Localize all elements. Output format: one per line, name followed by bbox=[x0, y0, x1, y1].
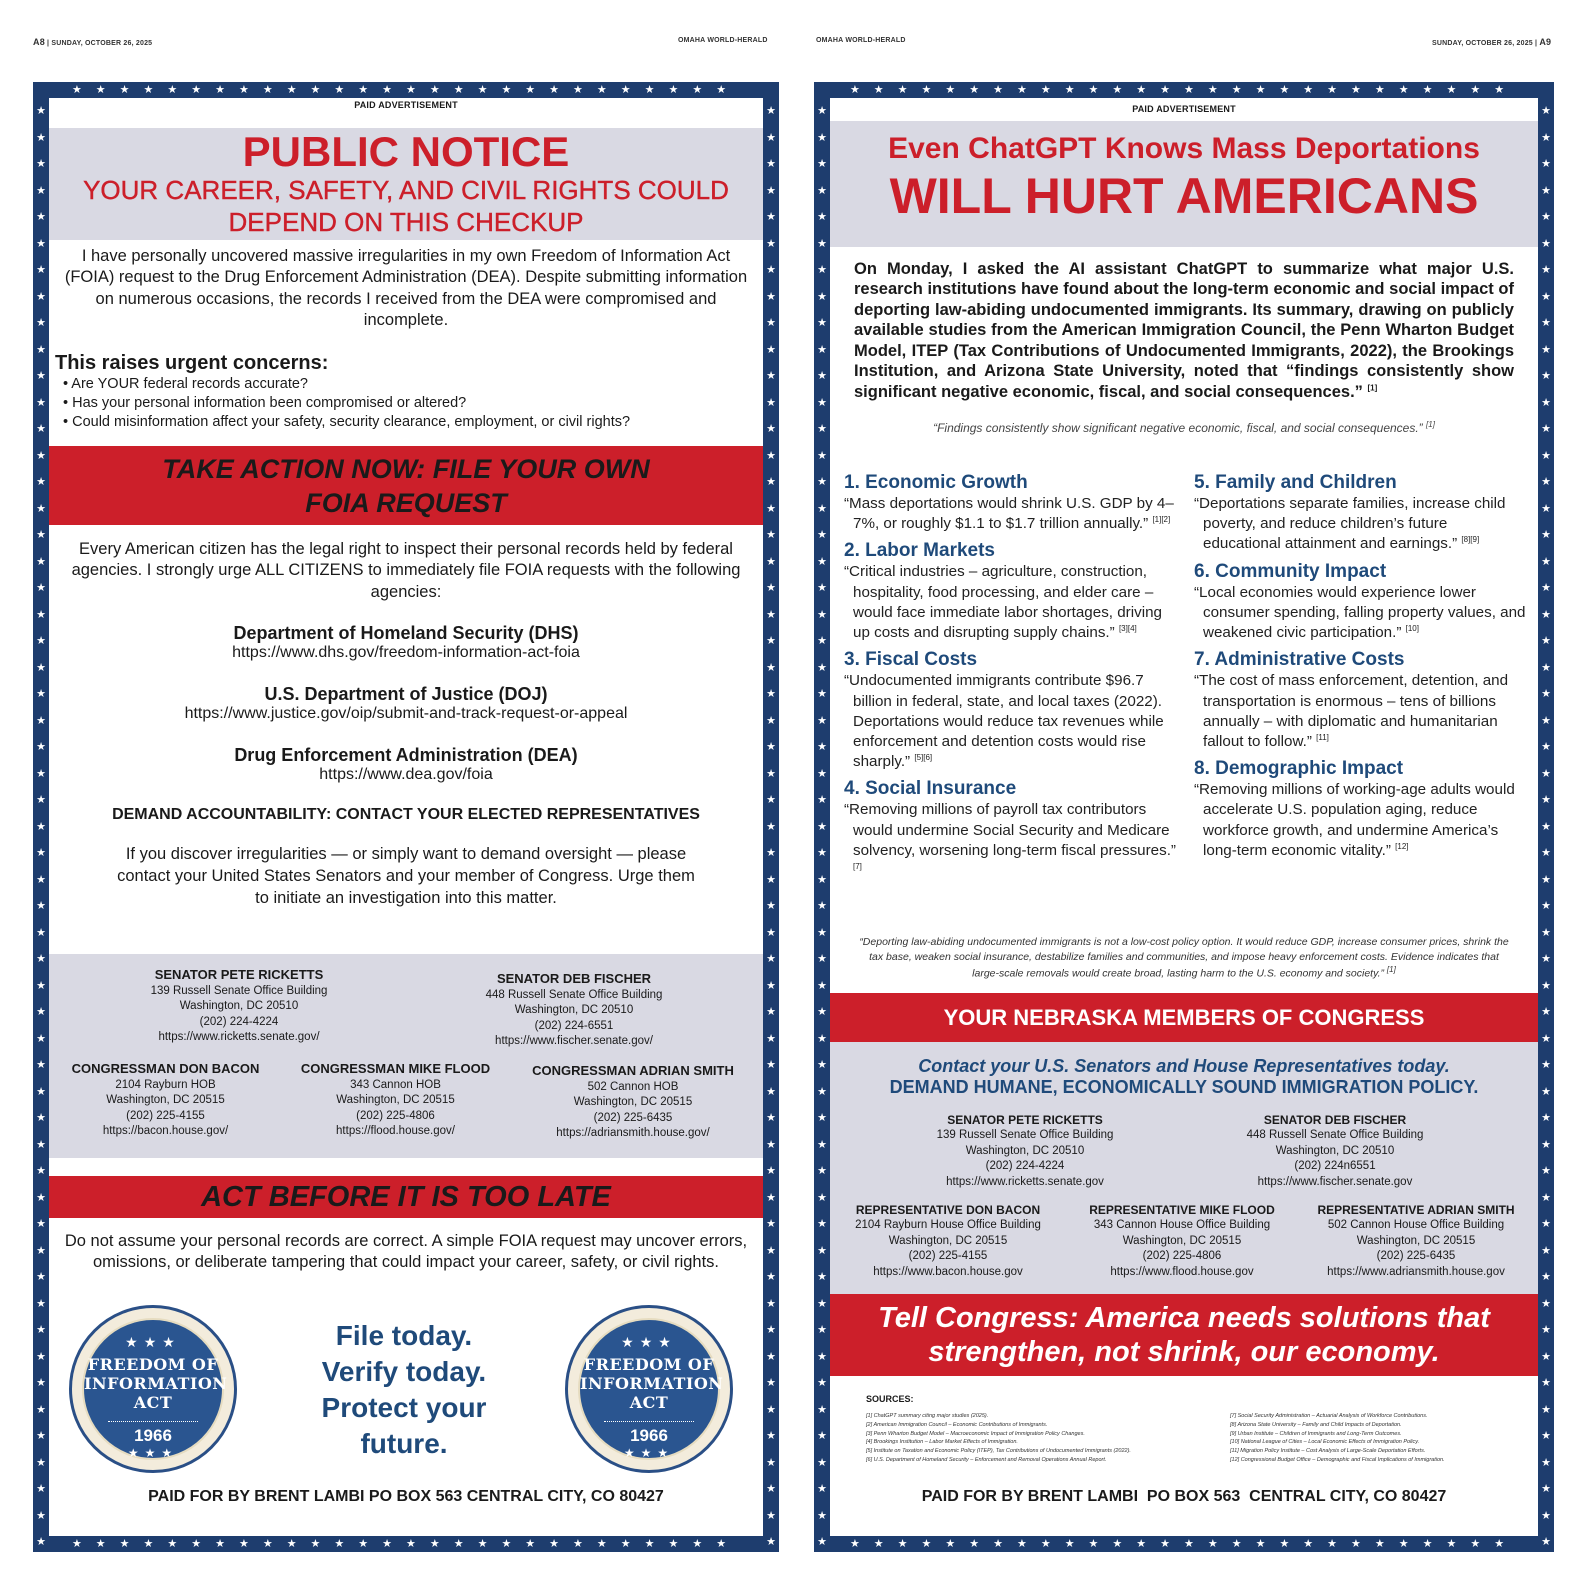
source-item: [3] Penn Wharton Budget Model – Macroeconomic Impact of Immigration Policy Changes. bbox=[866, 1430, 1085, 1437]
contact-name: CONGRESSMAN ADRIAN SMITH bbox=[532, 1063, 734, 1078]
demand-paragraph: If you discover irregularities — or simply want to demand oversight — please contact your United States Senators and your member of Congress. Urge them to initiate an investigation into this matter. bbox=[117, 845, 695, 907]
source-item: [6] U.S. Department of Homeland Security – Enforcement and Removal Operations Annual Report. bbox=[866, 1456, 1107, 1463]
reference-mark: [8][9] bbox=[1461, 535, 1480, 545]
contact-name: CONGRESSMAN MIKE FLOOD bbox=[300, 1061, 491, 1076]
quote-text: “Critical industries – agriculture, construction, hospitality, food processing, and elder care – would face immediate labor shortages, driving up costs and disrupting supply chains.” bbox=[844, 563, 1162, 642]
star-border-right: ★ ★ ★ ★ ★ ★ ★ ★ ★ ★ ★ ★ ★ ★ ★ ★ ★ ★ ★ ★ ★ ★ ★ ★ ★ ★ ★ ★ ★ ★ ★ ★ ★ ★ ★ ★ ★ ★ ★ ★ ★ ★ ★ ★ ★ ★ ★ ★ ★ ★ ★ ★ ★ ★ ★ bbox=[1541, 104, 1551, 1548]
contact-phone: (202) 225-4155 bbox=[126, 1109, 205, 1122]
paid-for-line: PAID FOR BY BRENT LAMBI PO BOX 563 CENTRAL CITY, CO 80427 bbox=[921, 1488, 1447, 1505]
seal-text: FREEDOM OF bbox=[87, 1355, 219, 1374]
closing-quote bbox=[856, 935, 1512, 982]
reference-mark: [12] bbox=[1395, 841, 1409, 851]
quote-text: “The cost of mass enforcement, detention, and transportation is enormous – tens of billions annually – with diplomatic and humanitarian fallout to follow.” bbox=[1194, 672, 1509, 750]
contact-city: Washington, DC 20515 bbox=[888, 1234, 1008, 1247]
star-border-bottom: ★★★★★★★★★★★★★★★★★★★★★★★★★★★★ bbox=[71, 1537, 741, 1550]
take-action-banner bbox=[49, 446, 763, 525]
section-text bbox=[844, 562, 1176, 643]
representative-bacon-card bbox=[836, 1202, 1060, 1280]
concern-item: • Could misinformation affect your safety, security clearance, employment, or civil rights? bbox=[63, 413, 631, 430]
concerns-heading: This raises urgent concerns: bbox=[55, 351, 329, 374]
tell-congress-line1: Tell Congress: America needs solutions that bbox=[878, 1302, 1490, 1334]
source-item: [8] Arizona State University – Family and Child Impacts of Deportation. bbox=[1230, 1421, 1402, 1428]
agency-link-doj[interactable]: https://www.justice.gov/oip/submit-and-track-request-or-appeal bbox=[184, 705, 628, 723]
seal-text: INFORMATION ACT bbox=[84, 1374, 228, 1413]
contact-name: REPRESENTATIVE ADRIAN SMITH bbox=[1317, 1203, 1515, 1217]
star-border-bottom: ★★★★★★★★★★★★★★★★★★★★★★★★★★★★ bbox=[849, 1537, 1519, 1550]
contact-phone: (202) 224-4224 bbox=[985, 1160, 1065, 1173]
sources-right bbox=[1230, 1412, 1530, 1465]
quote-text: “Removing millions of working-age adults would accelerate U.S. population aging, reduce workforce growth, and undermine America’s long-term economic vitality.” bbox=[1194, 781, 1515, 859]
sources-left bbox=[866, 1412, 1206, 1465]
contact-link[interactable]: https://www.fischer.senate.gov/ bbox=[495, 1035, 653, 1048]
representative-smith-card bbox=[1304, 1202, 1528, 1280]
section-heading: 7. Administrative Costs bbox=[1194, 649, 1405, 671]
section-heading: 1. Economic Growth bbox=[844, 472, 1028, 493]
source-item: [1] ChatGPT summary citing major studies (2025). bbox=[866, 1413, 989, 1419]
source-item: [7] Social Security Administration – Actuarial Analysis of Workforce Contributions. bbox=[1230, 1413, 1428, 1419]
right-page-header: SUNDAY, OCTOBER 26, 2025 | A9 bbox=[1432, 37, 1552, 47]
source-item: [9] Urban Institute – Children of Immigrants and Long-Term Outcomes. bbox=[1230, 1430, 1402, 1437]
senator-fischer-card bbox=[1210, 1112, 1460, 1190]
pull-quote-text: “Findings consistently show significant negative economic, fiscal, and social consequences.” bbox=[933, 421, 1423, 436]
source-item: [2] American Immigration Council – Economic Contributions of Immigrants. bbox=[866, 1421, 1048, 1428]
section-text bbox=[1194, 780, 1528, 861]
contact-address: 448 Russell Senate Office Building bbox=[485, 988, 663, 1001]
contact-link[interactable]: https://flood.house.gov/ bbox=[336, 1125, 455, 1138]
congressman-bacon-card bbox=[53, 1060, 278, 1140]
take-action-line2: FOIA REQUEST bbox=[305, 487, 507, 518]
section-text bbox=[844, 671, 1176, 772]
quote-text: “Mass deportations would shrink U.S. GDP by 4–7%, or roughly $1.1 to $1.7 trillion annually.” bbox=[844, 495, 1174, 533]
section-text bbox=[844, 800, 1176, 881]
contact-city: Washington, DC 20515 bbox=[1122, 1234, 1242, 1247]
star-border-left: ★ ★ ★ ★ ★ ★ ★ ★ ★ ★ ★ ★ ★ ★ ★ ★ ★ ★ ★ ★ ★ ★ ★ ★ ★ ★ ★ ★ ★ ★ ★ ★ ★ ★ ★ ★ ★ ★ ★ ★ ★ ★ ★ ★ ★ ★ ★ ★ ★ ★ ★ ★ ★ ★ ★ bbox=[36, 104, 46, 1548]
intro-paragraph: I have personally uncovered massive irregularities in my own Freedom of Information Act (FOIA) request to the Drug Enforcement Administration (DEA). Despite submitting information on numerous occasions, the records I received from the DEA were compromised and incomplete. bbox=[64, 247, 748, 330]
contact-link[interactable]: https://adriansmith.house.gov/ bbox=[556, 1127, 710, 1140]
section-text bbox=[1194, 494, 1528, 555]
section-heading: 8. Demographic Impact bbox=[1194, 758, 1404, 780]
contact-phone: (202) 224-4224 bbox=[199, 1015, 279, 1028]
findings-right-column bbox=[1194, 466, 1528, 861]
sources-heading: SOURCES: bbox=[866, 1394, 914, 1404]
congressman-flood-card bbox=[283, 1060, 508, 1140]
contact-link[interactable]: https://www.fischer.senate.gov bbox=[1257, 1175, 1413, 1188]
late-paragraph: Do not assume your personal records are correct. A simple FOIA request may uncover errors, omissions, or deliberate tampering that could impact your career, safety, or civil rights. bbox=[64, 1232, 748, 1272]
take-action-line1: TAKE ACTION NOW: FILE YOUR OWN bbox=[162, 453, 650, 484]
source-item: [4] Brookings Institution – Labor Market Effects of Immigration. bbox=[866, 1439, 1018, 1446]
agency-name-doj: U.S. Department of Justice (DOJ) bbox=[264, 684, 548, 705]
source-item: [12] Congressional Budget Office – Demographic and Fiscal Implications of Immigration. bbox=[1230, 1456, 1445, 1463]
section-text bbox=[1194, 671, 1528, 752]
contact-name: SENATOR DEB FISCHER bbox=[496, 971, 652, 986]
contact-name: SENATOR PETE RICKETTS bbox=[947, 1113, 1103, 1127]
pull-quote bbox=[830, 420, 1538, 435]
contact-name: REPRESENTATIVE DON BACON bbox=[855, 1203, 1041, 1217]
findings-left-column bbox=[844, 466, 1176, 881]
slogan-line: future. bbox=[360, 1428, 448, 1459]
star-border-top: ★★★★★★★★★★★★★★★★★★★★★★★★★★★★ bbox=[71, 83, 741, 96]
section-heading: 2. Labor Markets bbox=[844, 540, 995, 562]
members-banner: YOUR NEBRASKA MEMBERS OF CONGRESS bbox=[830, 993, 1538, 1042]
members-band bbox=[830, 1042, 1538, 1294]
source-item: [11] Migration Policy Institute – Cost Analysis of Large-Scale Deportation Efforts. bbox=[1230, 1448, 1426, 1455]
contact-address: 139 Russell Senate Office Building bbox=[150, 984, 328, 997]
source-item: [10] National League of Cities – Local Economic Effects of Immigration Policy. bbox=[1230, 1439, 1420, 1446]
star-border-right: ★ ★ ★ ★ ★ ★ ★ ★ ★ ★ ★ ★ ★ ★ ★ ★ ★ ★ ★ ★ ★ ★ ★ ★ ★ ★ ★ ★ ★ ★ ★ ★ ★ ★ ★ ★ ★ ★ ★ ★ ★ ★ ★ ★ ★ ★ ★ ★ ★ ★ ★ ★ ★ ★ ★ bbox=[766, 104, 776, 1548]
seal-year: 1966 bbox=[604, 1421, 694, 1446]
page-title-line2: WILL HURT AMERICANS bbox=[889, 168, 1479, 224]
senator-fischer-card bbox=[459, 970, 689, 1050]
contact-city: Washington, DC 20510 bbox=[179, 1000, 299, 1013]
reference-mark: [1] bbox=[1426, 420, 1435, 430]
representatives-band bbox=[49, 954, 763, 1158]
contact-link[interactable]: https://bacon.house.gov/ bbox=[102, 1125, 229, 1138]
congressman-smith-card bbox=[513, 1062, 753, 1142]
representative-flood-card bbox=[1070, 1202, 1294, 1280]
closing-quote-text: “Deporting law-abiding undocumented immigrants is not a low-cost policy option. It would reduce GDP, increase consumer prices, shrink the tax base, weaken social insurance, destabilize families and communities, and impose heavy enforcement costs. Evidence indicates that large-scale removals would create broad, lasting harm to the U.S. economy and society.” bbox=[859, 936, 1509, 980]
slogan-line: File today. bbox=[335, 1320, 473, 1351]
contact-address: 502 Cannon HOB bbox=[587, 1080, 679, 1093]
quote-text: “Deportations separate families, increase child poverty, and reduce children’s future educational attainment and earnings.” bbox=[1194, 495, 1506, 553]
left-advertisement bbox=[33, 82, 779, 1552]
contact-link[interactable]: https://www.adriansmith.house.gov bbox=[1327, 1265, 1505, 1278]
contact-city: Washington, DC 20515 bbox=[1356, 1234, 1476, 1247]
agency-link-dhs[interactable]: https://www.dhs.gov/freedom-information-act-foia bbox=[232, 644, 580, 662]
section-heading: 5. Family and Children bbox=[1194, 472, 1397, 493]
foia-seal-right-icon: ★★★ FREEDOM OF INFORMATION ACT 1966 ★★★ bbox=[565, 1305, 733, 1473]
paid-advertisement-label: PAID ADVERTISEMENT bbox=[1132, 104, 1236, 114]
left-paper-name: OMAHA WORLD-HERALD bbox=[678, 37, 768, 44]
source-item: [5] Institute on Taxation and Economic Policy (ITEP), Tax Contributions of Undocumented Immigrants (2022). bbox=[866, 1448, 1131, 1455]
contact-phone: (202) 224n6551 bbox=[1294, 1160, 1376, 1173]
contact-address: 502 Cannon House Office Building bbox=[1327, 1219, 1505, 1232]
left-page-header: A8 | SUNDAY, OCTOBER 26, 2025 bbox=[33, 37, 153, 47]
action-paragraph: Every American citizen has the legal right to inspect their personal records held by federal agencies. I strongly urge ALL CITIZENS to immediately file FOIA requests with the following agencies: bbox=[71, 539, 741, 601]
tell-congress-banner bbox=[830, 1294, 1538, 1376]
quote-text: “Removing millions of payroll tax contributors would undermine Social Security and Medicare solvency, worsening long-term fiscal pressures.” bbox=[844, 801, 1176, 859]
page-title: PUBLIC NOTICE bbox=[242, 128, 570, 175]
intro-paragraph bbox=[830, 247, 1538, 402]
contact-address: 343 Cannon HOB bbox=[350, 1078, 441, 1091]
right-advertisement bbox=[814, 82, 1554, 1552]
page-subtitle: YOUR CAREER, SAFETY, AND CIVIL RIGHTS COULD DEPEND ON THIS CHECKUP bbox=[83, 175, 729, 237]
seal-text: FREEDOM OF bbox=[583, 1355, 715, 1374]
contact-address: 2104 Rayburn House Office Building bbox=[855, 1219, 1041, 1232]
reference-mark: [1] bbox=[1367, 383, 1378, 393]
title-band bbox=[830, 121, 1538, 247]
reference-mark: [7] bbox=[853, 862, 862, 871]
paid-for-line: PAID FOR BY BRENT LAMBI PO BOX 563 CENTRAL CITY, CO 80427 bbox=[148, 1488, 664, 1505]
title-band bbox=[49, 128, 763, 240]
reference-mark: [5][6] bbox=[914, 753, 933, 763]
quote-text: “Local economies would experience lower consumer spending, falling property values, and weakened civic participation.” bbox=[1194, 583, 1526, 642]
page-number: A9 bbox=[1539, 37, 1552, 47]
reference-mark: [1][2] bbox=[1152, 515, 1171, 525]
header-date: SUNDAY, OCTOBER 26, 2025 bbox=[1432, 40, 1533, 47]
reference-mark: [10] bbox=[1405, 624, 1419, 634]
contact-city: Washington, DC 20510 bbox=[514, 1004, 634, 1017]
contact-address: 343 Cannon House Office Building bbox=[1093, 1219, 1271, 1232]
demand-heading: DEMAND ACCOUNTABILITY: CONTACT YOUR ELECTED REPRESENTATIVES bbox=[112, 806, 700, 824]
contact-city: Washington, DC 20515 bbox=[106, 1094, 225, 1107]
page-number: A8 bbox=[33, 37, 45, 47]
agency-name-dhs: Department of Homeland Security (DHS) bbox=[233, 623, 579, 644]
act-before-late-banner: ACT BEFORE IT IS TOO LATE bbox=[49, 1176, 763, 1218]
contact-phone: (202) 225-6435 bbox=[1376, 1250, 1456, 1263]
contact-name: CONGRESSMAN DON BACON bbox=[71, 1061, 260, 1076]
section-heading: 3. Fiscal Costs bbox=[844, 649, 978, 671]
agency-name-dea: Drug Enforcement Administration (DEA) bbox=[234, 745, 578, 766]
section-text bbox=[844, 494, 1176, 534]
section-heading: 6. Community Impact bbox=[1194, 560, 1387, 582]
seal-year: 1966 bbox=[108, 1421, 198, 1446]
senator-ricketts-card bbox=[900, 1112, 1150, 1190]
contact-line: Contact your U.S. Senators and House Representatives today. bbox=[918, 1056, 1450, 1076]
concern-item: • Are YOUR federal records accurate? bbox=[63, 375, 308, 392]
contact-city: Washington, DC 20510 bbox=[965, 1144, 1085, 1157]
contact-phone: (202) 224-6551 bbox=[534, 1019, 614, 1032]
quote-text: “Undocumented immigrants contribute $96.7 billion in federal, state, and local taxes (2022). Deportations would reduce tax revenues while enforcement and detention costs would rise sharply.” bbox=[844, 672, 1164, 771]
reference-mark: [1] bbox=[1386, 965, 1396, 975]
section-text bbox=[1194, 583, 1528, 644]
contact-link[interactable]: https://www.ricketts.senate.gov bbox=[946, 1175, 1104, 1188]
contact-phone: (202) 225-4806 bbox=[356, 1109, 435, 1122]
reference-mark: [3][4] bbox=[1118, 624, 1137, 634]
concerns-block bbox=[49, 332, 763, 432]
section-heading: 4. Social Insurance bbox=[844, 778, 1017, 800]
slogan bbox=[269, 1318, 539, 1462]
intro-text: On Monday, I asked the AI assistant ChatGPT to summarize what major U.S. research institutions have found about the long-term economic and social impact of deporting law-abiding undocumented immigrants. Its summary, drawing on publicly available studies from the American Immigration Council, the Penn Wharton Budget Model, ITEP (Tax Contributions of Undocumented Immigrants, 2022), the Brookings Institution, and Arizona State University, noted that “findings consistently show significant negative economic, fiscal, and social consequences.” bbox=[854, 260, 1514, 401]
header-date: SUNDAY, OCTOBER 26, 2025 bbox=[51, 40, 153, 47]
senator-ricketts-card bbox=[109, 966, 369, 1046]
star-border-top: ★★★★★★★★★★★★★★★★★★★★★★★★★★★★ bbox=[849, 83, 1519, 96]
paid-advertisement-label: PAID ADVERTISEMENT bbox=[354, 100, 458, 110]
contact-address: 139 Russell Senate Office Building bbox=[936, 1129, 1114, 1142]
agency-link-dea[interactable]: https://www.dea.gov/foia bbox=[319, 766, 493, 784]
contact-name: SENATOR PETE RICKETTS bbox=[154, 967, 324, 982]
contact-name: SENATOR DEB FISCHER bbox=[1263, 1113, 1407, 1127]
reference-mark: [11] bbox=[1316, 732, 1329, 742]
contact-link[interactable]: https://www.flood.house.gov bbox=[1110, 1265, 1254, 1278]
star-border-left: ★ ★ ★ ★ ★ ★ ★ ★ ★ ★ ★ ★ ★ ★ ★ ★ ★ ★ ★ ★ ★ ★ ★ ★ ★ ★ ★ ★ ★ ★ ★ ★ ★ ★ ★ ★ ★ ★ ★ ★ ★ ★ ★ ★ ★ ★ ★ ★ ★ ★ ★ ★ ★ ★ ★ bbox=[817, 104, 827, 1548]
tell-congress-line2: strengthen, not shrink, our economy. bbox=[928, 1336, 1440, 1368]
contact-city: Washington, DC 20515 bbox=[573, 1096, 693, 1109]
foia-seal-left-icon: ★★★ FREEDOM OF INFORMATION ACT 1966 ★★★ bbox=[69, 1305, 237, 1473]
contact-address: 2104 Rayburn HOB bbox=[115, 1078, 216, 1091]
contact-phone: (202) 225-4806 bbox=[1142, 1250, 1222, 1263]
slogan-line: Verify today. bbox=[321, 1356, 487, 1387]
contact-city: Washington, DC 20515 bbox=[336, 1094, 455, 1107]
contact-city: Washington, DC 20510 bbox=[1275, 1144, 1395, 1157]
contact-phone: (202) 225-6435 bbox=[593, 1111, 673, 1124]
contact-phone: (202) 225-4155 bbox=[908, 1250, 988, 1263]
contact-link[interactable]: https://www.bacon.house.gov bbox=[873, 1265, 1023, 1278]
seal-text: INFORMATION ACT bbox=[580, 1374, 724, 1413]
demand-line: DEMAND HUMANE, ECONOMICALLY SOUND IMMIGRATION POLICY. bbox=[889, 1077, 1479, 1097]
contact-name: REPRESENTATIVE MIKE FLOOD bbox=[1089, 1203, 1275, 1217]
concern-item: • Has your personal information been compromised or altered? bbox=[63, 394, 467, 411]
contact-link[interactable]: https://www.ricketts.senate.gov/ bbox=[158, 1031, 320, 1044]
right-paper-name: OMAHA WORLD-HERALD bbox=[816, 37, 906, 44]
page-title-line1: Even ChatGPT Knows Mass Deportations bbox=[888, 132, 1480, 165]
contact-address: 448 Russell Senate Office Building bbox=[1246, 1129, 1424, 1142]
slogan-line: Protect your bbox=[321, 1392, 487, 1423]
